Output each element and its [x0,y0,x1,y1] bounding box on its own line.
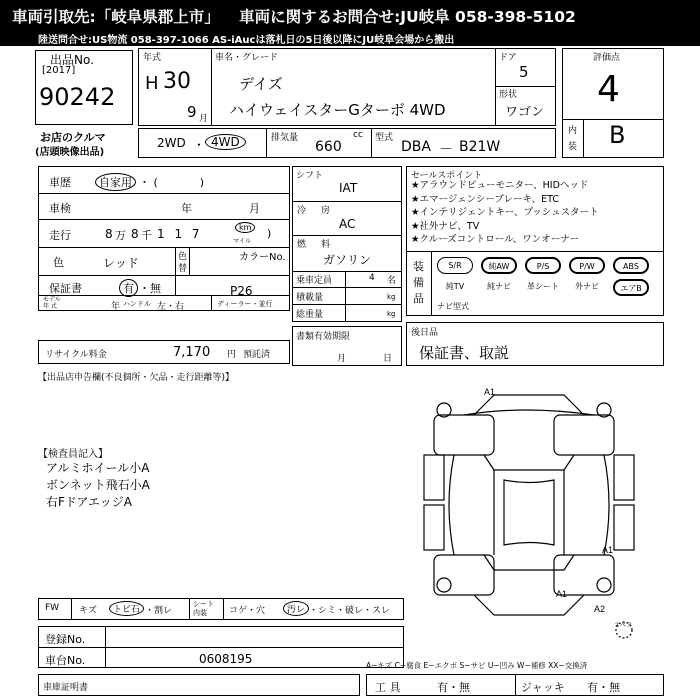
capacity: 4 [369,273,375,283]
reg-box [38,626,404,668]
damage-diagram [404,375,664,645]
color-no: P26 [230,284,253,298]
history-rest: ・ ( ) [139,176,205,189]
car-name: デイズ [239,75,283,93]
fw-row [38,598,404,620]
lot-box [35,50,133,125]
interior-label-2: 装 [568,142,578,152]
shop-label: お店のクルマ [40,131,106,144]
inspector-notes [46,460,150,511]
selling-point: ★インテリジェントキー、プッシュスタート [411,207,599,218]
car-grade: ハイウェイスターGターボ 4WD [229,101,446,119]
contact-info: 車両に関するお問合せ:JU岐阜 058-398-5102 [239,8,576,26]
inspector-note: アルミホイール小A [46,461,150,475]
equip-airbag: エアB [613,279,649,296]
later-label: 後日品 [411,328,439,338]
doors: 5 [519,63,529,81]
vehicle-box [138,48,556,126]
inspector-notes-label: 【検査員記入】 [38,449,108,460]
body-type: ワゴン [505,105,545,120]
jack-value: 有・無 [587,681,620,694]
score: 4 [597,69,620,110]
fw-chip: トビ石 [109,601,144,616]
mileage-sen: 8 [131,227,139,241]
specs-table [292,166,402,322]
declaration-label: 【出品店申告欄(不良個所・欠品・走行距離等)】 [38,373,235,383]
selling-points-list [411,179,599,247]
deadline-day: 日 [383,354,393,364]
model-dash: － [439,142,453,158]
load-kg: kg [387,293,396,301]
mark-right-door: A1 [602,545,614,555]
transport-notice: 陸送問合せ:US物流 058-397-1066 AS-iAucは落札日の5日後以降にJU岐阜会場から搬出 [0,30,700,46]
tools-label: 工 具 [375,681,401,694]
lot-label: 出品No. [50,53,94,67]
selling-point: ★エマージェンシーブレーキ、ETC [411,193,560,205]
pickup-location: 車両引取先:「岐阜県郡上市」 [12,8,220,26]
weight-kg: kg [387,310,396,318]
drive-row [138,128,556,158]
cc-unit: cc [353,130,363,140]
tools-value: 有・無 [437,681,470,694]
mark-rear: A1 [556,589,568,599]
seat-label-2: 内装 [193,609,207,617]
recycle-label: リサイクル料金 [45,350,107,360]
warranty-no: ・無 [139,282,161,295]
later-items: 保証書、取説 [419,344,510,362]
header-bar [0,0,700,30]
dealer-label: ディーラー・並行 [217,300,273,308]
load-label: 積載量 [296,293,324,303]
equip-leather: 革シート [527,282,559,291]
color-no-label: カラーNo. [239,252,286,263]
selling-equipment-box [406,166,664,316]
drive-sep: ・ [193,138,206,152]
drive-4wd: 4WD [205,134,246,150]
equip-abs: ABS [613,257,649,274]
equip-ext-navi: 外ナビ [575,282,599,291]
recycle-unit: 円 [227,350,237,360]
selling-points-label: セールスポイント [411,171,483,181]
history-private: 自家用 [95,173,136,191]
equip-ps: P/S [525,257,561,274]
handle-label: ハンドル [123,300,151,308]
month: 9 [187,103,197,121]
color-change-1: 色 [178,252,188,262]
deadline-label: 書類有効期限 [296,332,351,342]
displacement: 660 [315,139,342,155]
equip-aw: 純AW [481,257,517,274]
color-no-area [189,246,289,274]
selling-point: ★社外ナビ、TV [411,220,480,232]
damage-legend: A−キズ C−腐食 E−エクボ S−サビ U−凹み W−補修 XX−交換済 [366,661,588,670]
mark-rear-right: A2 [594,604,606,614]
inspection-label: 車検 [49,202,71,215]
model-prefix: DBA [401,139,431,155]
seat-dirt: 汚レ [283,601,309,616]
fw-scratch: キズ [79,606,97,616]
displacement-label: 排気量 [271,133,299,143]
name-label: 車名・グレード [215,53,279,63]
mileage-label: 走行 [49,229,71,242]
fuel-label-1: 燃 [297,240,307,250]
color-change-2: 替 [178,264,188,274]
shift-label: シフト [296,171,324,181]
docs-box [292,326,402,366]
mileage-rest: 1 1 7 [157,227,200,241]
era: H [145,73,159,94]
later-box [406,322,664,366]
ac-label-1: 冷 [297,206,307,216]
inspection-year-unit: 年 [181,202,192,215]
month-unit: 月 [199,114,209,124]
fw-label: FW [45,603,60,613]
color-label: 色 [53,256,64,269]
interior-grade: B [609,121,626,149]
mileage-km: km [235,222,255,233]
lot-year: [2017] [42,65,76,76]
seat-label-1: シート [193,600,214,608]
ac: AC [339,217,356,231]
inspector-note: 右FドアエッジA [46,495,132,509]
equipment-label: 装 備 品 [413,260,424,305]
year: 30 [163,69,191,94]
fw-crack: ・割レ [145,606,173,616]
mileage-man: 8 [105,227,113,241]
warranty-yes: 有 [119,279,138,297]
recycle-amount: 7,170 [173,345,211,360]
tools-row [366,674,664,696]
fuel-label-2: 料 [321,240,331,250]
model-year-label: モデル 年 式 [43,296,61,310]
spare-label: スペア [614,623,633,629]
selling-point: ★クルーズコントロール、ワンオーナー [411,234,580,245]
recycle-box [38,340,290,364]
seat-items: コゲ・穴 [229,606,266,616]
car-outline [424,395,634,638]
recycle-note: 預託済 [243,350,271,360]
inspection-month-unit: 月 [249,202,260,215]
deadline-month: 月 [337,354,347,364]
warranty-label: 保証書 [49,282,82,295]
equip-pw: P/W [569,257,605,274]
jack-label: ジャッキ [521,681,565,694]
ac-label-2: 房 [321,206,331,216]
body-label: 形状 [499,90,518,100]
handle: 左・右 [157,302,185,312]
equip-tv: 純TV [445,282,465,291]
model-label: 型式 [375,133,394,143]
seat-rest: ・シミ・破レ・スレ [309,606,391,616]
drive-2wd: 2WD [157,136,186,150]
doors-label: ドア [499,53,517,63]
shift: IAT [339,181,358,195]
chassis-number: 0608195 [199,652,253,666]
shop-sub: (店頭映像出品) [35,147,105,158]
model-code: B21W [459,139,501,155]
history-label: 車歴 [49,176,71,189]
sen-unit: 千 [141,229,152,242]
mark-front: A1 [484,387,496,397]
mileage-mile: マイル [233,238,251,245]
selling-point: ★アラウンドビューモニター、HIDヘッド [411,180,589,191]
interior-label-1: 内 [568,126,578,136]
cert-label: 車庫証明書 [43,683,89,693]
chassis-label: 車台No. [45,654,86,667]
lot-number: 90242 [39,83,116,111]
man-unit: 万 [115,229,126,242]
weight-label: 総重量 [296,310,324,320]
reg-label: 登録No. [45,633,86,646]
cert-box [38,674,360,696]
color: レッド [103,256,139,270]
year-label: 年式 [143,53,162,63]
score-box [562,48,664,158]
fuel: ガソリン [323,253,372,267]
history-table: 車歴 自家用 ・ ( ) 車検 年 月 走行 8 万 8 千 1 1 7 km マイル ) 色 レッド 色 替 保証書 有 ・無 モデル 年 式 年 ハンドル 左・右 ディーラー・並行 [38,166,290,311]
capacity-unit: 名 [387,276,397,286]
inspector-note: ボンネット飛石小A [46,478,150,492]
model-year-unit: 年 [111,302,121,312]
capacity-label: 乗車定員 [296,276,333,286]
navi-label: ナビ型式 [437,302,469,311]
equip-sr: S/R [437,257,473,274]
score-label: 評価点 [593,53,621,63]
equip-navi: 純ナビ [487,282,511,291]
